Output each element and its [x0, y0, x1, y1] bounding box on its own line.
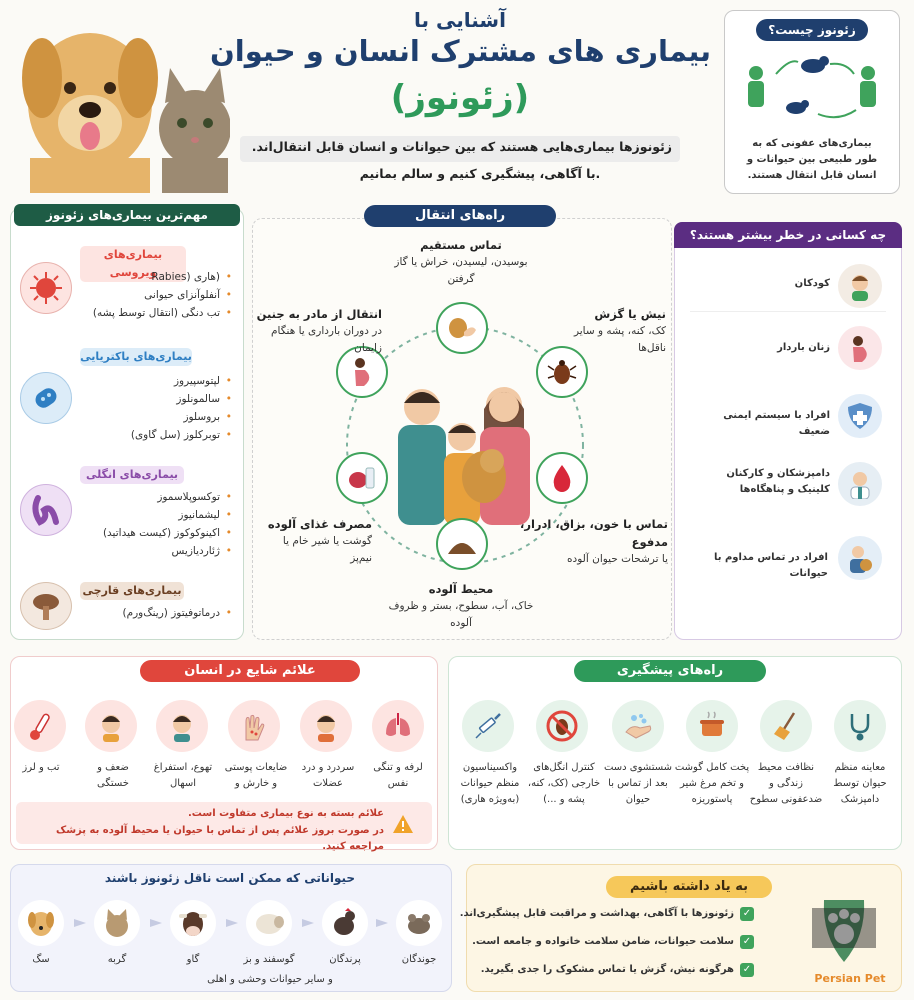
list-item: • بروسلوز — [82, 408, 232, 426]
remember-item-2: سلامت حیوانات، ضامن سلامت خانواده و جامعه است. — [472, 936, 734, 947]
brand-name: Persian Pet — [814, 972, 886, 985]
intro-text-1: زئونوزها بیماری‌هایی هستند که بین حیوانات و انسان قابل انتقال‌اند. — [240, 136, 680, 162]
prevention-vaccination: واکسیناسیون منظم حیوانات (به‌ویژه هاری) — [460, 762, 520, 805]
viral-group-title: بیماری‌های ویروسی — [80, 246, 186, 282]
risk-title: چه کسانی در خطر بیشتر هستند؟ — [674, 222, 902, 248]
person-with-pet-icon — [838, 536, 882, 580]
list-item: • توکسوپلاسموز — [82, 488, 232, 506]
fatigue-icon — [85, 700, 137, 752]
stethoscope-icon — [834, 700, 886, 752]
rodent-icon — [396, 900, 442, 946]
shield-icon — [838, 394, 882, 438]
prevention-parasite-control: کنترل انگل‌های خارجی (کک، کنه، پشه و ...) — [527, 762, 601, 805]
symptom-headache: سردرد و درد عضلات — [301, 762, 355, 789]
hand-wash-icon — [612, 700, 664, 752]
pregnant-woman-icon — [838, 326, 882, 370]
what-is-title: زئونوز چیست؟ — [756, 19, 868, 41]
no-ticks-icon — [536, 700, 588, 752]
intro-text-2: با آگاهی، پیشگیری کنیم و سالم بمانیم. — [359, 166, 601, 181]
carrier-label-sheep-goat: گوسفند و بز — [243, 954, 295, 965]
raw-food-icon — [336, 452, 388, 504]
carrier-label-birds: پرندگان — [329, 954, 361, 965]
route-text: کک، کنه، پشه و سایر ناقل‌ها — [573, 325, 666, 354]
list-item: • لپتوسپیروز — [82, 372, 232, 390]
route-text: در دوران بارداری یا هنگام زایمان — [271, 325, 382, 354]
route-body-fluids — [520, 515, 668, 568]
route-text: خاک، آب، سطوح، بستر و ظروف آلوده — [388, 600, 534, 629]
check-icon: ✓ — [740, 907, 754, 921]
prevention-title: راه‌های پیشگیری — [574, 660, 766, 682]
parasitic-list — [82, 488, 232, 560]
fungal-list — [82, 604, 232, 622]
header-pre-title: آشنایی با — [414, 8, 506, 32]
prevention-handwash: شستشوی دست بعد از تماس با حیوان — [603, 762, 673, 805]
human-animal-cycle-icon — [738, 48, 888, 128]
list-item: • آنفلوآنزای حیوانی — [82, 286, 232, 304]
prevention-vet-exam: معاینه منظم حیوان توسط دامپزشک — [833, 762, 887, 805]
carrier-label-dog: سگ — [32, 954, 50, 965]
carriers-footer: و سایر حیوانات وحشی و اهلی — [207, 974, 333, 985]
remember-title: به یاد داشته باشیم — [606, 876, 772, 898]
route-title: تماس مستقیم — [420, 238, 502, 252]
list-item: • درماتوفیتوز (رینگ‌ورم) — [82, 604, 232, 622]
what-is-text: بیماری‌های عفونی که به طور طبیعی بین حیوانات و انسان قابل انتقال هستند. — [746, 138, 878, 181]
parasitic-group-title: بیماری‌های انگلی — [80, 466, 184, 484]
virus-icon — [20, 262, 72, 314]
symptom-nausea: تهوع، استفراغ اسهال — [153, 762, 213, 789]
carriers-arrows — [64, 915, 396, 931]
route-text: گوشت یا شیر خام یا نیم‌پز — [282, 535, 372, 564]
family-with-dog-illustration — [380, 375, 550, 525]
veterinarian-icon — [838, 462, 882, 506]
cooking-pot-icon — [686, 700, 738, 752]
headache-icon — [300, 700, 352, 752]
bacterial-group-title: بیماری‌های باکتریایی — [80, 348, 192, 366]
risk-label-children: کودکان — [794, 278, 830, 289]
carrier-label-cow: گاو — [186, 954, 200, 965]
prevention-panel — [448, 656, 902, 850]
header-pets-illustration — [10, 8, 230, 193]
thermometer-icon — [14, 700, 66, 752]
skin-lesion-icon — [228, 700, 280, 752]
direct-contact-icon — [436, 302, 488, 354]
remember-item-3: هرگونه نیش، گزش یا تماس مشکوک را جدی بگیرید. — [480, 964, 734, 975]
route-title: انتقال از مادر به جنین — [256, 307, 382, 321]
soil-icon — [436, 518, 488, 570]
route-food — [262, 515, 372, 567]
check-icon: ✓ — [740, 935, 754, 949]
route-bite — [560, 305, 666, 357]
remember-item-1: زئونوزها با آگاهی، بهداشت و مراقبت قابل پیشگیری‌اند. — [459, 908, 734, 919]
list-item: • (هاری (Rabies — [82, 268, 232, 286]
route-title: نیش یا گزش — [594, 307, 666, 321]
dog-icon — [18, 900, 64, 946]
risk-label-contact: افراد در تماس مداوم با حیوانات — [713, 552, 828, 579]
carrier-label-cat: گربه — [107, 954, 127, 965]
list-item: • ژئاردیازیس — [82, 542, 232, 560]
carrier-label-rodents: جوندگان — [401, 954, 437, 965]
diseases-title: مهم‌ترین بیماری‌های زئونوز — [14, 204, 240, 226]
broom-icon — [760, 700, 812, 752]
carriers-title: حیواناتی که ممکن است ناقل زئونوز باشند — [104, 871, 356, 885]
symptom-breath: لرفه و تنگی نفس — [373, 762, 423, 789]
page-title: بیماری های مشترک انسان و حیوان — [210, 34, 712, 68]
bacteria-icon — [20, 372, 72, 424]
list-item: • لیشمانیوز — [82, 506, 232, 524]
route-direct-contact — [386, 236, 536, 288]
symptoms-note-1: علائم بسته به نوع بیماری متفاوت است. — [187, 808, 384, 819]
paw-shield-logo — [794, 896, 894, 966]
route-environment — [386, 580, 536, 632]
symptoms-title: علائم شایع در انسان — [140, 660, 360, 682]
risk-label-immune: افراد با سیستم ایمنی ضعیف — [723, 410, 830, 437]
blood-drop-icon — [536, 452, 588, 504]
list-item: • توبرکلوز (سل گاوی) — [82, 426, 232, 444]
route-text: بوسیدن، لیسیدن، خراش یا گاز گرفتن — [394, 256, 528, 285]
page-subtitle: (زئونوز) — [390, 78, 530, 118]
route-text: یا ترشحات حیوان آلوده — [567, 553, 668, 565]
fungal-group-title: بیماری‌های قارچی — [80, 582, 184, 600]
symptoms-note-2: در صورت بروز علائم پس از تماس با حیوان یا محیط آلوده به پزشک مراجعه کنید. — [55, 825, 384, 852]
route-title: محیط آلوده — [428, 582, 494, 596]
child-icon — [838, 264, 882, 308]
route-title: تماس با خون، بزاق، ادرار، مدفوع — [519, 517, 668, 549]
list-item: • تب دنگی (انتقال توسط پشه) — [82, 304, 232, 322]
check-icon: ✓ — [740, 963, 754, 977]
parasite-icon — [20, 484, 72, 536]
list-item: • سالمونلوز — [82, 390, 232, 408]
route-mother-fetus — [256, 305, 382, 357]
bacterial-list — [82, 372, 232, 444]
fungus-icon — [20, 582, 72, 630]
prevention-cleaning: نظافت محیط زندگی و ضدعفونی سطوح — [749, 762, 823, 805]
nausea-icon — [156, 700, 208, 752]
prevention-cooking: پخت کامل گوشت و تخم مرغ شیر پاستوریزه — [674, 762, 750, 805]
warning-icon — [392, 814, 414, 834]
symptom-fever: تب و لرز — [22, 762, 60, 773]
lungs-icon — [372, 700, 424, 752]
symptom-fatigue: ضعف و خستگی — [97, 762, 129, 789]
list-item: • اکینوکوکوز (کیست هیداتید) — [82, 524, 232, 542]
risk-label-vets: دامپزشکان و کارکنان کلینیک و پناهگاه‌ها — [726, 468, 830, 495]
symptom-skin: ضایعات پوستی و خارش و — [224, 762, 288, 789]
viral-list — [82, 268, 232, 322]
syringe-icon — [462, 700, 514, 752]
route-title: مصرف غذای آلوده — [267, 517, 372, 531]
transmission-title: راه‌های انتقال — [364, 205, 556, 227]
risk-label-pregnant: زنان باردار — [777, 342, 830, 353]
